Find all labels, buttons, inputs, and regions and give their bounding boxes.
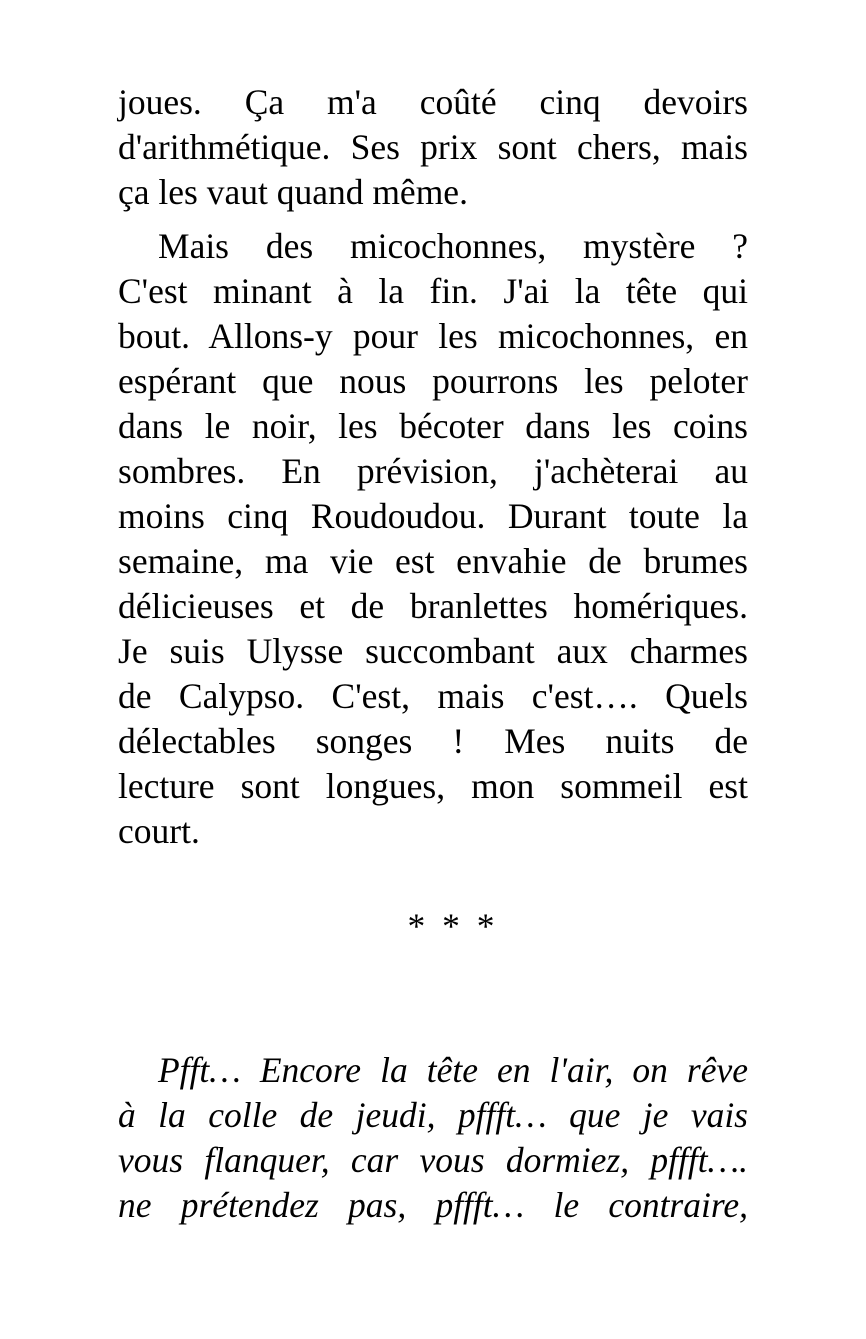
text-line: moins cinq Roudoudou. Durant toute la bbox=[118, 496, 748, 536]
text-line: lecture sont longues, mon sommeil est bbox=[118, 766, 748, 806]
text-line: vous flanquer, car vous dormiez, pffft…. bbox=[118, 1139, 748, 1180]
text-line: Je suis Ulysse succombant aux charmes bbox=[118, 631, 748, 671]
text-line: court. bbox=[118, 811, 200, 851]
text-line: ça les vaut quand même. bbox=[118, 172, 468, 212]
text-line: Pfft… Encore la tête en l'air, on rêve bbox=[158, 1049, 748, 1090]
text-line: dans le noir, les bécoter dans les coins bbox=[118, 406, 748, 446]
text-line: joues. Ça m'a coûté cinq devoirs bbox=[118, 82, 748, 122]
text-line: ne prétendez pas, pffft… le contraire, bbox=[118, 1184, 748, 1225]
text-line: C'est minant à la fin. J'ai la tête qui bbox=[118, 271, 748, 311]
paragraph-1 bbox=[118, 80, 748, 215]
page-body bbox=[118, 80, 748, 1225]
text-line: de Calypso. C'est, mais c'est…. Quels bbox=[118, 676, 748, 716]
paragraph-2 bbox=[118, 224, 748, 854]
text-line: espérant que nous pourrons les peloter bbox=[118, 361, 748, 401]
text-line: délicieuses et de branlettes homériques. bbox=[118, 586, 748, 626]
text-line: à la colle de jeudi, pffft… que je vais bbox=[118, 1094, 748, 1135]
text-line: semaine, ma vie est envahie de brumes bbox=[118, 541, 748, 581]
paragraph-3-italic bbox=[118, 1048, 748, 1228]
text-line: d'arithmétique. Ses prix sont chers, mais bbox=[118, 127, 748, 167]
text-line: délectables songes ! Mes nuits de bbox=[118, 721, 748, 761]
section-separator: * * * bbox=[407, 906, 499, 946]
text-line: sombres. En prévision, j'achèterai au bbox=[118, 451, 748, 491]
text-line: Mais des micochonnes, mystère ? bbox=[158, 226, 748, 266]
text-line: bout. Allons-y pour les micochonnes, en bbox=[118, 316, 748, 356]
